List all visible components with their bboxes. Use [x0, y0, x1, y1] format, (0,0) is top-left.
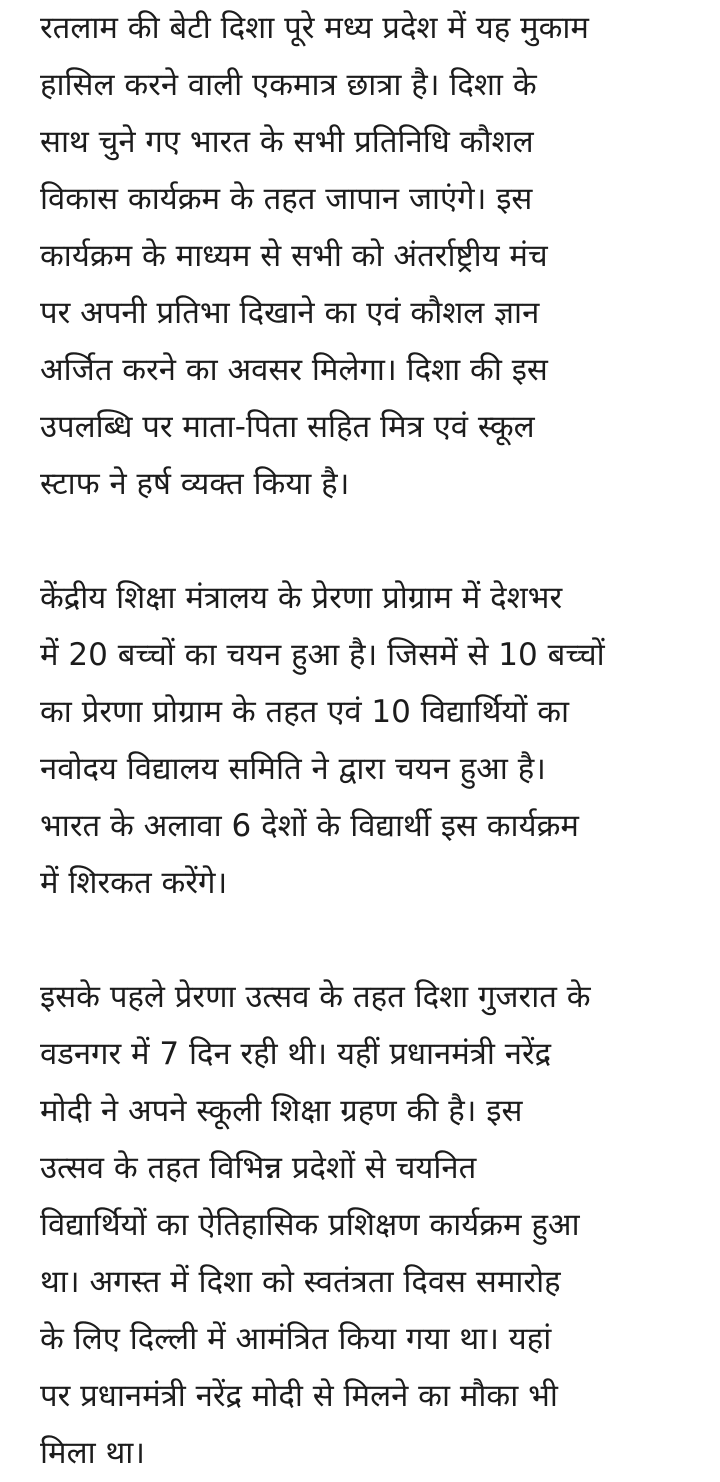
text-line: का प्रेरणा प्रोग्राम के तहत एवं 10 विद्यार्थियों का	[40, 694, 570, 730]
text-line: वडनगर में 7 दिन रही थी। यहीं प्रधानमंत्री नरेंद्र	[40, 1036, 552, 1072]
text-line: केंद्रीय शिक्षा मंत्रालय के प्रेरणा प्रोग्राम में देशभर	[40, 580, 563, 616]
text-line: हासिल करने वाली एकमात्र छात्रा है। दिशा के	[40, 67, 537, 103]
text-line: साथ चुने गए भारत के सभी प्रतिनिधि कौशल	[40, 124, 534, 160]
text-line: मोदी ने अपने स्कूली शिक्षा ग्रहण की है। इस	[40, 1093, 523, 1129]
text-line: पर अपनी प्रतिभा दिखाने का एवं कौशल ज्ञान	[40, 295, 540, 331]
text-line: उपलब्धि पर माता-पिता सहित मित्र एवं स्कूल	[40, 409, 535, 445]
text-line: विकास कार्यक्रम के तहत जापान जाएंगे। इस	[40, 181, 533, 217]
text-line: में शिरकत करेंगे।	[40, 865, 228, 901]
text-line: था। अगस्त में दिशा को स्वतंत्रता दिवस समारोह	[40, 1264, 561, 1300]
text-line: मिला था।	[40, 1435, 146, 1471]
text-line: उत्सव के तहत विभिन्न प्रदेशों से चयनित	[40, 1150, 477, 1186]
text-line: पर प्रधानमंत्री नरेंद्र मोदी से मिलने का मौका भी	[40, 1378, 558, 1414]
text-line: में 20 बच्चों का चयन हुआ है। जिसमें से 10 बच्चों	[40, 637, 605, 673]
text-line: कार्यक्रम के माध्यम से सभी को अंतर्राष्ट्रीय मंच	[40, 238, 548, 274]
paragraph-2	[40, 570, 700, 912]
text-line: रतलाम की बेटी दिशा पूरे मध्य प्रदेश में यह मुकाम	[40, 10, 589, 46]
text-line: स्टाफ ने हर्ष व्यक्त किया है।	[40, 466, 350, 502]
text-line: विद्यार्थियों का ऐतिहासिक प्रशिक्षण कार्यक्रम हुआ	[40, 1207, 580, 1243]
text-line: अर्जित करने का अवसर मिलेगा। दिशा की इस	[40, 352, 548, 388]
text-line: भारत के अलावा 6 देशों के विद्यार्थी इस कार्यक्रम	[40, 808, 579, 844]
text-line: के लिए दिल्ली में आमंत्रित किया गया था। यहां	[40, 1321, 552, 1357]
paragraph-3	[40, 969, 700, 1482]
text-line: नवोदय विद्यालय समिति ने द्वारा चयन हुआ है।	[40, 751, 546, 787]
article-body	[40, 0, 700, 1482]
text-line: इसके पहले प्रेरणा उत्सव के तहत दिशा गुजरात के	[40, 979, 591, 1015]
paragraph-1	[40, 0, 700, 513]
